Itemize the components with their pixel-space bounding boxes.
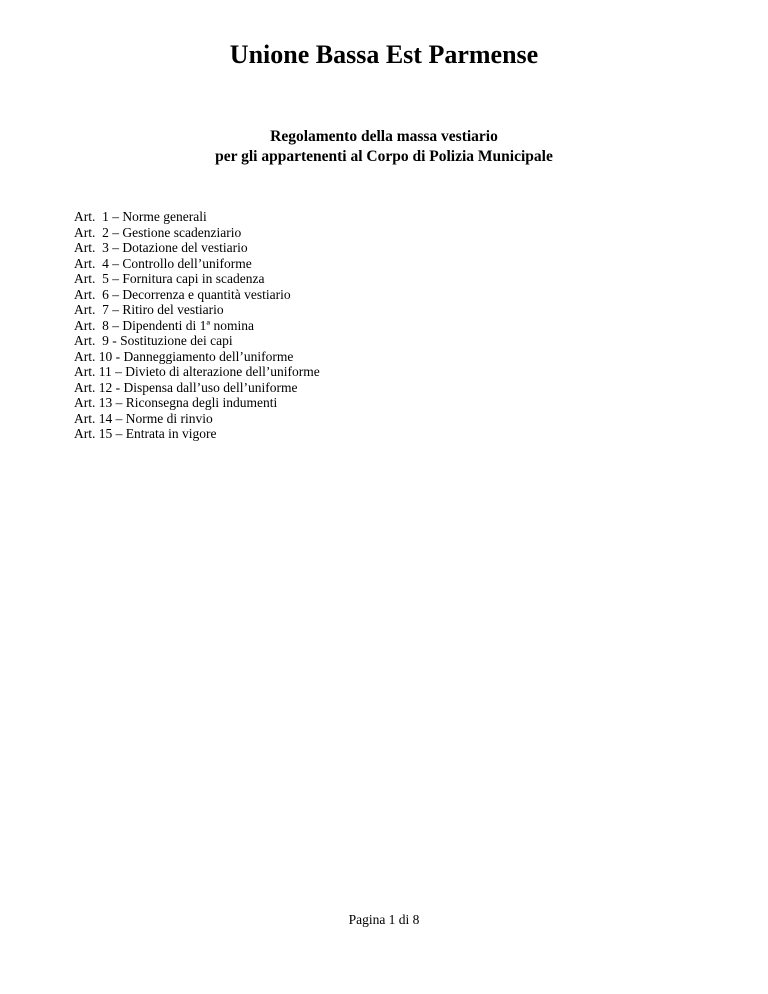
article-item: Art. 12 - Dispensa dall’uso dell’uniforme (74, 379, 298, 395)
article-index (74, 209, 320, 442)
article-item: Art. 11 – Divieto di alterazione dell’uniforme (74, 364, 320, 379)
article-item: Art. 8 – Dipendenti di 1ª nomina (74, 317, 254, 333)
document-subtitle (0, 127, 768, 167)
article-item: Art. 4 – Controllo dell’uniforme (74, 255, 252, 271)
article-item: Art. 13 – Riconsegna degli indumenti (74, 395, 278, 410)
subtitle-line-1: Regolamento della massa vestiario (270, 128, 498, 145)
page-number: Pagina 1 di 8 (348, 912, 420, 927)
subtitle-line-2: per gli appartenenti al Corpo di Polizia Municipale (215, 148, 553, 165)
article-item: Art. 1 – Norme generali (74, 209, 207, 224)
article-item: Art. 6 – Decorrenza e quantità vestiario (74, 286, 291, 302)
article-item: Art. 9 - Sostituzione dei capi (74, 333, 233, 348)
page-title: Unione Bassa Est Parmense (229, 40, 539, 69)
article-item: Art. 14 – Norme di rinvio (74, 410, 213, 426)
article-item: Art. 5 – Fornitura capi in scadenza (74, 271, 265, 286)
article-item: Art. 7 – Ritiro del vestiario (74, 302, 224, 317)
article-item: Art. 15 – Entrata in vigore (74, 426, 217, 441)
article-item: Art. 2 – Gestione scadenziario (74, 224, 242, 240)
article-item: Art. 10 - Danneggiamento dell’uniforme (74, 348, 294, 364)
article-item: Art. 3 – Dotazione del vestiario (74, 240, 248, 255)
